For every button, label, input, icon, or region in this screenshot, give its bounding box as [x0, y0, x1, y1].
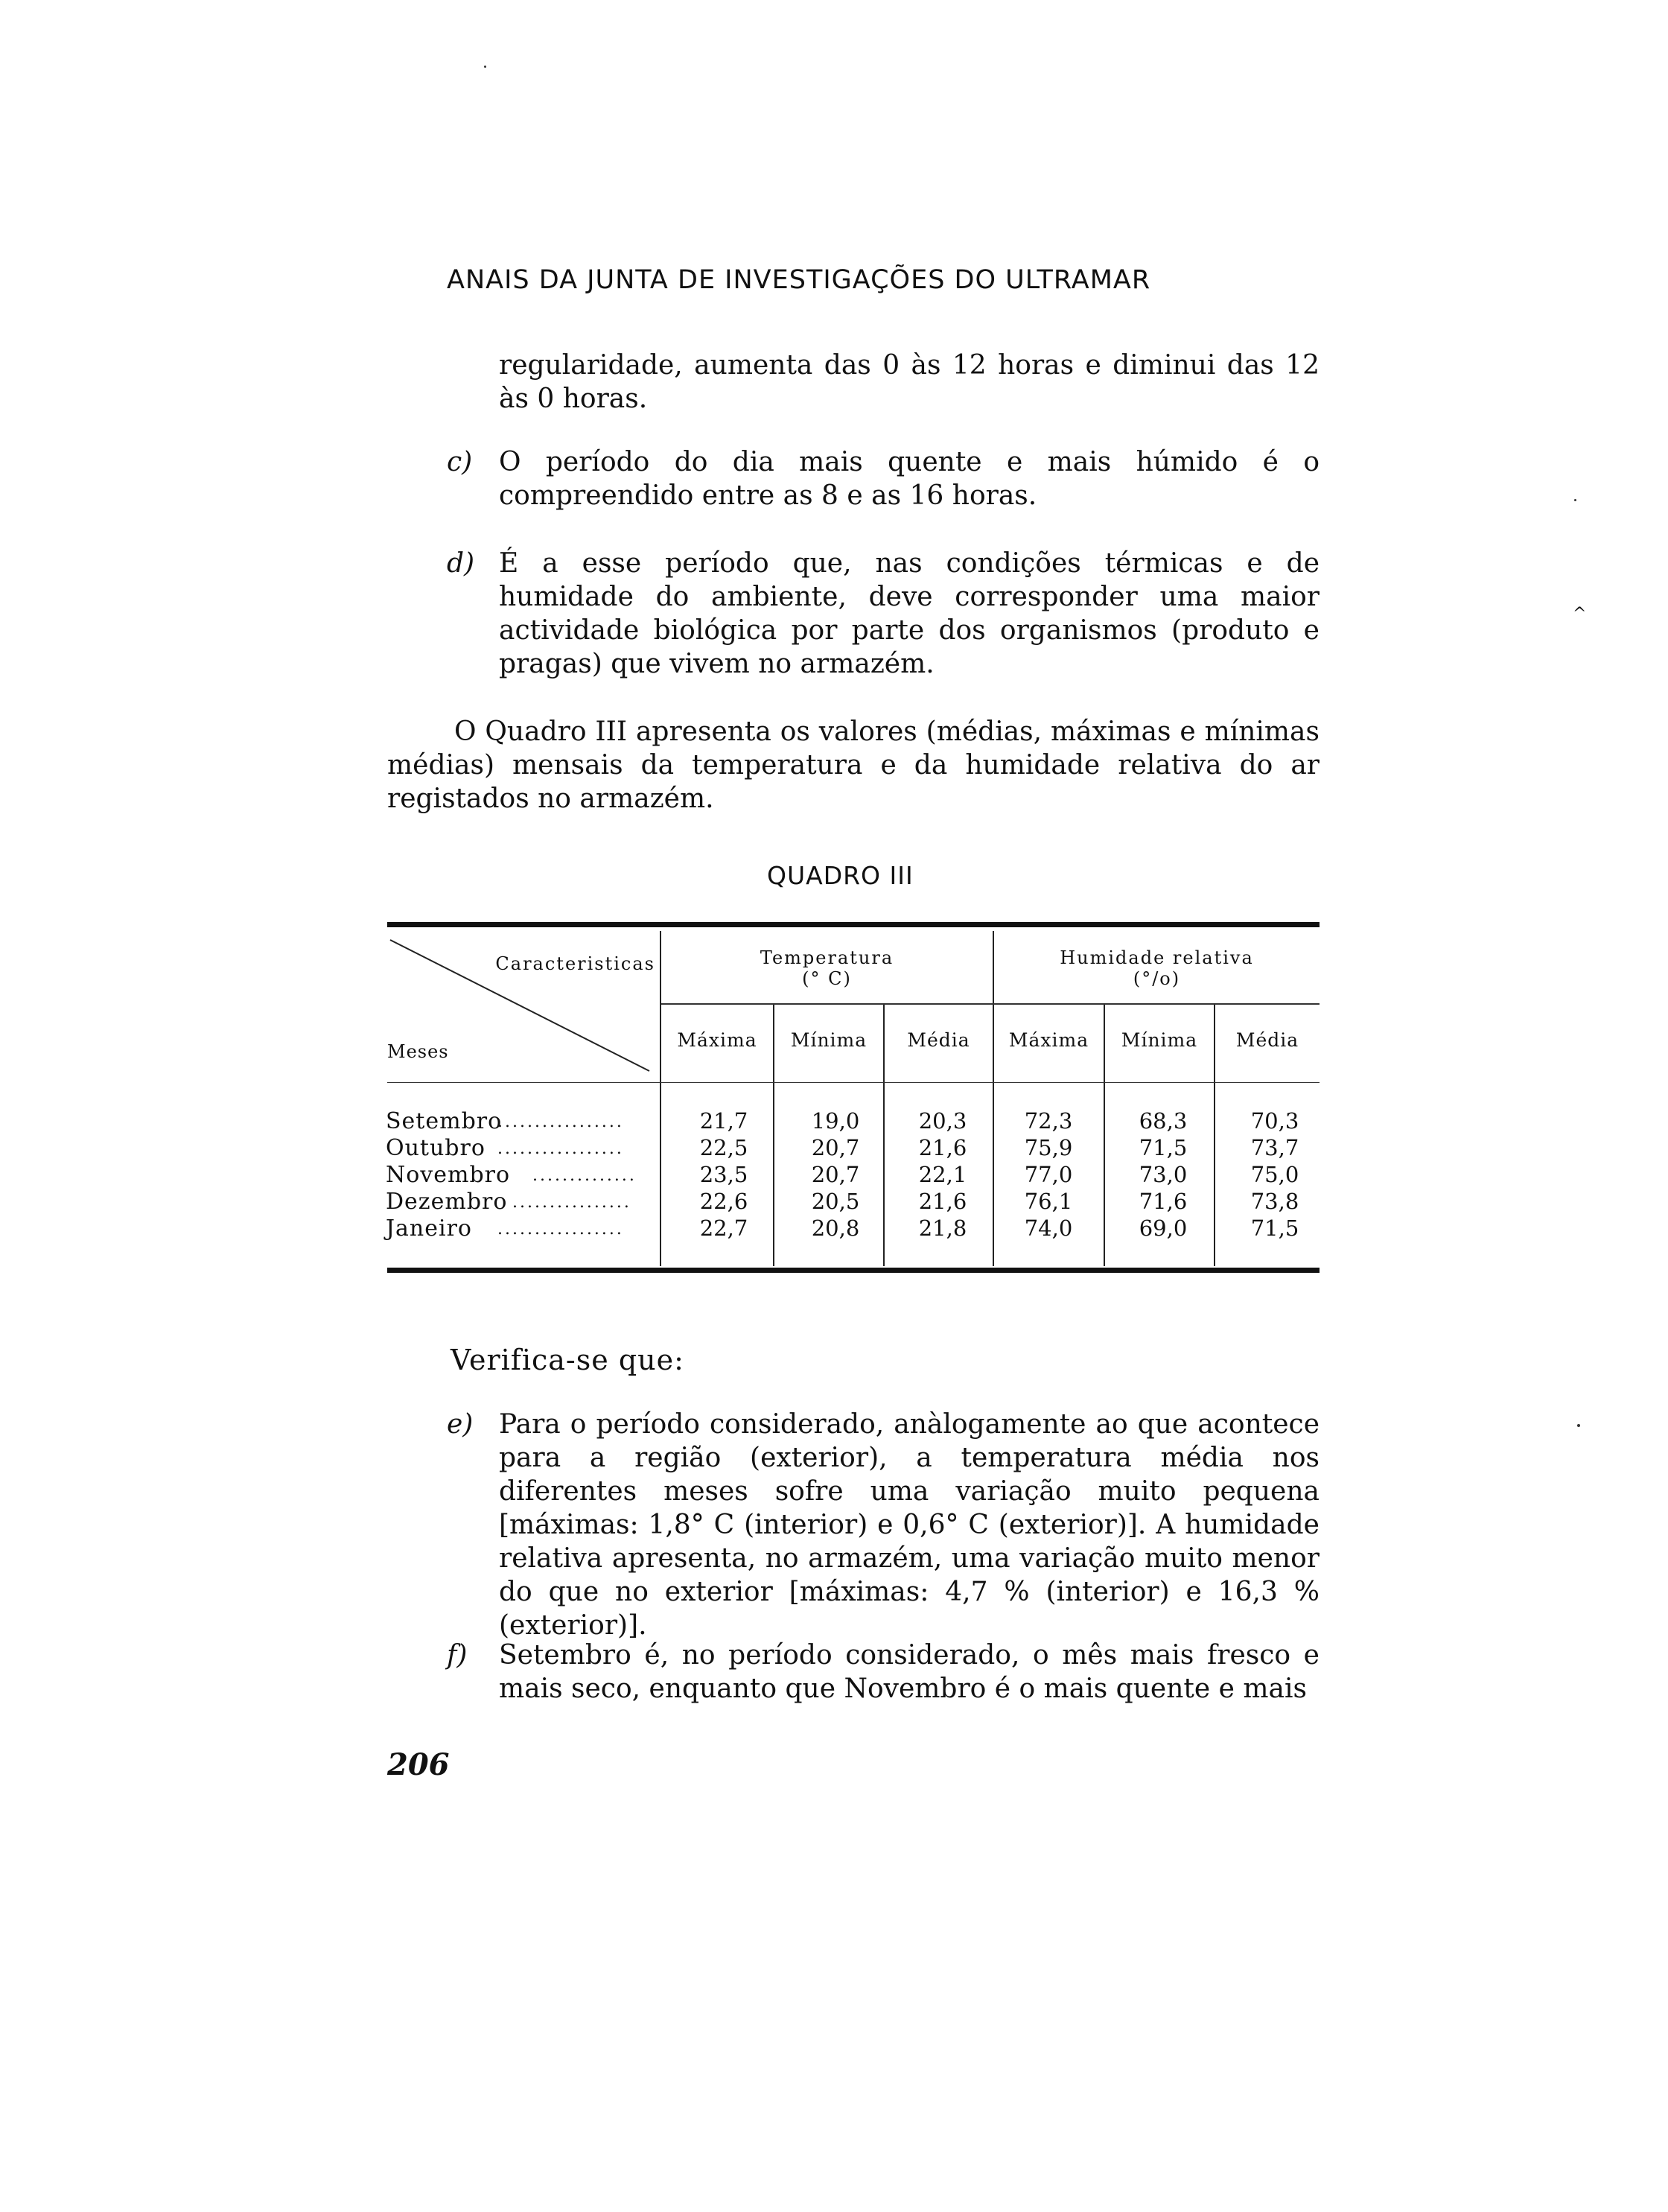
group-header-temperature: Temperatura [760, 947, 894, 968]
table-cell: 20,5 [811, 1189, 860, 1214]
table-top-rule [387, 922, 1320, 927]
table-cell: 22,1 [918, 1162, 967, 1187]
item-text-f: Setembro é, no período considerado, o mês mais fresco e mais seco, enquanto que Novembro é o mais quente e mais [499, 1640, 1320, 1704]
table-row-month: Novembro [386, 1162, 511, 1188]
verifica-line: Verifica-se que: [451, 1344, 684, 1376]
group-header-temperature-unit: (° C) [802, 968, 852, 989]
subheader-hum-avg: Média [1235, 1029, 1299, 1051]
table-cell: 20,3 [918, 1108, 967, 1134]
table-cell: 70,3 [1250, 1108, 1299, 1134]
subheader-hum-min: Mínima [1121, 1029, 1198, 1051]
table-bottom-rule [387, 1268, 1320, 1273]
table-cell: 23,5 [699, 1162, 748, 1187]
corner-header-characteristics: Caracteristicas [495, 953, 655, 974]
table-row-month: Outubro [386, 1135, 486, 1161]
leader-dots: ................. [497, 1220, 624, 1239]
table-cell: 77,0 [1024, 1162, 1073, 1187]
scan-speck [484, 66, 486, 68]
subheader-hum-max: Máxima [1008, 1029, 1089, 1051]
item-text-e: Para o período considerado, anàlogamente ao que acontece para a região (exterior), a temperatura média nos diferentes meses sofre uma variação muito pequena [máximas: 1,8° C (interior) e 0,6° C (exterior)]. A humidade relativa apresenta, no armazém, uma variação muito menor do que no exterior [máximas: 4,7 % (interior) e 16,3 % (exterior)]. [499, 1409, 1320, 1641]
table-cell: 75,9 [1024, 1135, 1073, 1160]
table-cell: 20,7 [811, 1162, 860, 1187]
item-text-d: É a esse período que, nas condições térmicas e de humidade do ambiente, deve corresponder uma maior actividade biológica por parte dos organismos (produto e pragas) que vivem no armazém. [499, 548, 1320, 679]
page-number: 206 [387, 1747, 450, 1782]
table-cell: 22,5 [699, 1135, 748, 1160]
table-row-month: Dezembro [386, 1189, 508, 1215]
table-cell: 22,7 [699, 1215, 748, 1241]
item-label-c: c) [447, 447, 473, 477]
table-cell: 71,6 [1139, 1189, 1188, 1214]
table-cell: 73,7 [1250, 1135, 1299, 1160]
table-cell: 20,8 [811, 1215, 860, 1241]
scan-mark: ^ [1573, 605, 1587, 623]
table-cell: 68,3 [1139, 1108, 1188, 1134]
scan-speck [1577, 1424, 1580, 1427]
table-row-month: Janeiro [386, 1215, 472, 1242]
table-cell: 73,0 [1139, 1162, 1188, 1187]
item-label-f: f) [447, 1640, 468, 1671]
leader-dots: .............. [532, 1166, 637, 1185]
table-cell: 71,5 [1139, 1135, 1188, 1160]
leader-dots: ................. [497, 1140, 624, 1158]
leader-dots: ................. [497, 1113, 624, 1131]
table-row-month: Setembro [386, 1108, 503, 1134]
subheader-temp-avg: Média [907, 1029, 970, 1051]
table-cell: 76,1 [1024, 1189, 1073, 1214]
table-cell: 75,0 [1250, 1162, 1299, 1187]
table-cell: 20,7 [811, 1135, 860, 1160]
table-cell: 22,6 [699, 1189, 748, 1214]
intro-paragraph: O Quadro III apresenta os valores (médias, máximas e mínimas médias) mensais da temperatura e da humidade relativa do ar registados no armazém. [387, 716, 1320, 814]
item-label-d: d) [447, 548, 475, 579]
running-head: ANAIS DA JUNTA DE INVESTIGAÇÕES DO ULTRAMAR [447, 265, 1151, 295]
item-label-e: e) [447, 1409, 474, 1440]
table-cell: 71,5 [1250, 1215, 1299, 1241]
table-cell: 21,7 [699, 1108, 748, 1134]
table-cell: 73,8 [1250, 1189, 1299, 1214]
group-header-humidity: Humidade relativa [1060, 947, 1254, 968]
table-cell: 74,0 [1024, 1215, 1073, 1241]
table-cell: 21,6 [918, 1189, 967, 1214]
group-header-humidity-unit: (°/o) [1133, 968, 1181, 989]
table-cell: 21,6 [918, 1135, 967, 1160]
corner-header-months: Meses [387, 1041, 449, 1062]
table-group-rule [661, 1003, 1320, 1005]
table-cell: 69,0 [1139, 1215, 1188, 1241]
table-cell: 72,3 [1024, 1108, 1073, 1134]
table-cell: 21,8 [918, 1215, 967, 1241]
continuation-paragraph: regularidade, aumenta das 0 às 12 horas e diminui das 12 às 0 horas. [499, 350, 1320, 414]
subheader-temp-min: Mínima [790, 1029, 868, 1051]
leader-dots: ................ [512, 1193, 631, 1212]
table-cell: 19,0 [811, 1108, 860, 1134]
scan-speck [1574, 499, 1576, 501]
table-title: QUADRO III [767, 861, 914, 890]
subheader-temp-max: Máxima [677, 1029, 757, 1051]
item-text-c: O período do dia mais quente e mais húmido é o compreendido entre as 8 e as 16 horas. [499, 447, 1320, 511]
